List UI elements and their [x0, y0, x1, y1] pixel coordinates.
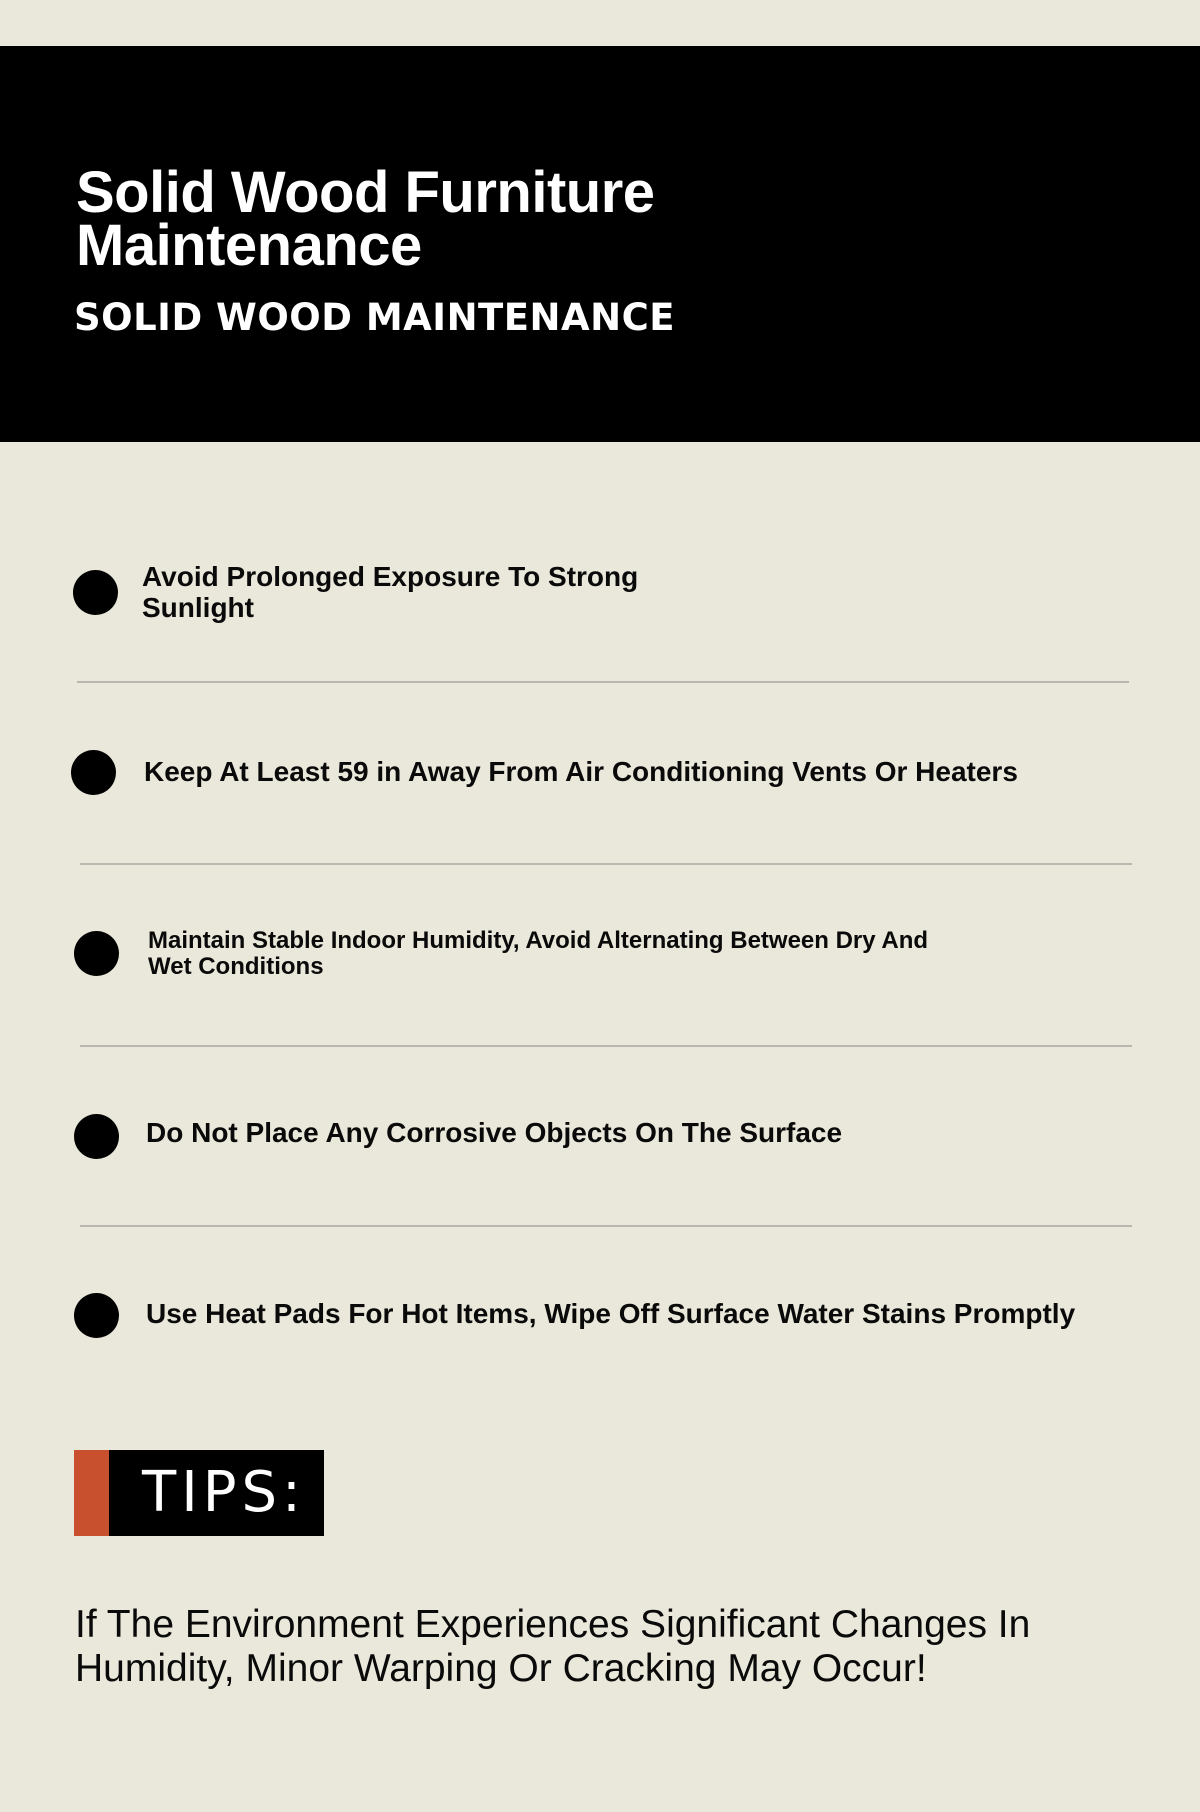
divider: [80, 1045, 1132, 1047]
tips-accent-bar: [74, 1450, 109, 1536]
divider: [80, 863, 1132, 865]
bullet-icon: [74, 931, 119, 976]
list-item-text: Keep At Least 59 in Away From Air Conditioning Vents Or Heaters: [144, 756, 1018, 787]
bullet-icon: [74, 1293, 119, 1338]
bullet-icon: [71, 750, 116, 795]
tips-text: If The Environment Experiences Significant Changes In Humidity, Minor Warping Or Cracking May Occur!: [75, 1603, 1031, 1690]
divider: [77, 681, 1129, 683]
divider: [80, 1225, 1132, 1227]
list-item-text: Maintain Stable Indoor Humidity, Avoid Alternating Between Dry And Wet Conditions: [148, 927, 929, 980]
list-item-text: Use Heat Pads For Hot Items, Wipe Off Surface Water Stains Promptly: [146, 1298, 1076, 1329]
bullet-icon: [74, 1114, 119, 1159]
bullet-icon: [73, 570, 118, 615]
page-subtitle: SOLID WOOD MAINTENANCE: [74, 296, 676, 339]
tips-badge: [74, 1450, 324, 1536]
page-title: Solid Wood Furniture Maintenance: [76, 160, 655, 278]
tips-label: TIPS:: [142, 1460, 306, 1525]
list-item-text: Avoid Prolonged Exposure To Strong Sunlight: [142, 561, 639, 623]
list-item-text: Do Not Place Any Corrosive Objects On The Surface: [146, 1117, 843, 1148]
